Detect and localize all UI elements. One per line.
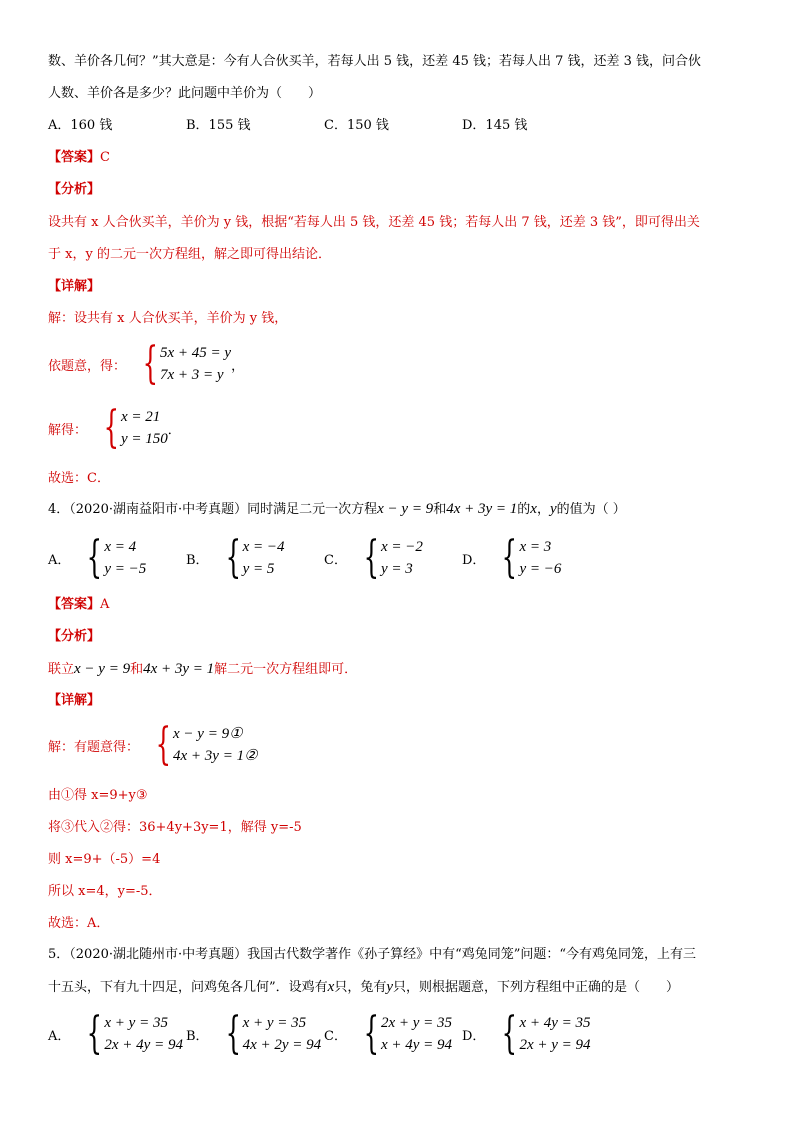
q5-stem-line1: 5．（2020·湖北随州市·中考真题）我国古代数学著作《孙子算经》中有“鸡兔同笼”问题：“今有鸡兔同笼，上有三 xyxy=(48,947,697,962)
q4-stem-mid1: 和 xyxy=(433,502,447,517)
q4-option-b xyxy=(186,532,285,583)
option-equations xyxy=(381,1012,452,1056)
equation: x = 3 xyxy=(519,539,552,555)
answer-value: C xyxy=(100,150,110,165)
q3-analysis-tag: 【分析】 xyxy=(48,182,101,197)
answer-tag: 【答案】 xyxy=(48,150,101,165)
answer-value: A xyxy=(100,597,110,612)
equation: 4x + 2y = 94 xyxy=(242,1037,322,1053)
punctuation: ． xyxy=(167,422,181,438)
left-brace: { xyxy=(363,532,379,583)
q3-option-d: D．145 钱 xyxy=(462,118,528,133)
equation: x + 4y = 94 xyxy=(380,1037,453,1053)
q4-eq-a: x − y = 9 xyxy=(377,501,434,517)
q4-var-y: y xyxy=(549,501,557,517)
q3-stem-line1: 数、羊价各几何？”其大意是：今有人合伙买羊，若每人出 5 钱，还差 45 钱；若每人出 7 钱，还差 3 钱，问合伙 xyxy=(48,54,702,69)
q5-line2-pre: 十五头，下有九十四足，问鸡兔各几何”．设鸡有 xyxy=(48,980,328,995)
equation: x + 4y = 35 xyxy=(519,1015,591,1031)
q5-option-b xyxy=(186,1008,322,1059)
left-brace: { xyxy=(142,338,159,389)
left-brace: { xyxy=(225,532,241,583)
q4-eq-b: 4x + 3y = 1 xyxy=(446,501,518,517)
equation: x = −4 xyxy=(242,539,285,555)
q3-option-a: A．160 钱 xyxy=(48,118,113,133)
equation: x + y = 35 xyxy=(242,1015,307,1031)
left-brace: { xyxy=(502,532,518,583)
option-label: A． xyxy=(48,1028,71,1044)
q4-stem-mid2: 的 xyxy=(517,502,531,517)
left-brace: { xyxy=(502,1008,518,1059)
q5-var-y: y xyxy=(386,979,394,995)
q5-line2-mid: 只，兔有 xyxy=(334,980,387,995)
option-label: C． xyxy=(324,1028,347,1044)
q5-stem-line2 xyxy=(48,977,679,998)
equation: 2x + 4y = 94 xyxy=(104,1037,183,1053)
q4-detail-tag: 【详解】 xyxy=(48,693,101,708)
q4-option-d xyxy=(462,532,562,583)
q3-detail-tag: 【详解】 xyxy=(48,279,101,294)
analysis-eq-b: 4x + 3y = 1 xyxy=(143,661,215,677)
left-brace: { xyxy=(363,1008,379,1059)
option-equations xyxy=(243,1012,322,1056)
equation: y = −5 xyxy=(104,561,147,577)
equation: 4x + 3y = 1② xyxy=(173,748,258,764)
option-label: A． xyxy=(48,552,71,568)
analysis-eq-a: x − y = 9 xyxy=(74,661,131,677)
q5-line2-post: 只，则根据题意，下列方程组中正确的是（ ） xyxy=(393,980,680,995)
q4-choose: 故选：A． xyxy=(48,916,110,931)
q3-system-label: 依题意，得： xyxy=(48,358,127,374)
equation: x − y = 9① xyxy=(173,726,243,742)
option-equations xyxy=(243,536,285,580)
equation: x = −2 xyxy=(380,539,423,555)
q3-system-equations xyxy=(160,342,231,386)
option-equations xyxy=(104,536,146,580)
q3-detail-line1: 解：设共有 x 人合伙买羊，羊价为 y 钱， xyxy=(48,311,288,326)
left-brace: { xyxy=(225,1008,241,1059)
q3-solution-label: 解得： xyxy=(48,422,88,438)
analysis-mid: 和 xyxy=(130,662,144,677)
q3-solution-equations xyxy=(121,406,168,450)
q3-choose: 故选：C． xyxy=(48,471,110,486)
option-equations xyxy=(519,1012,590,1056)
equation: 2x + y = 94 xyxy=(519,1037,591,1053)
q4-option-a xyxy=(48,532,147,583)
q3-stem-line2: 人数、羊价各是多少？此问题中羊价为（ ） xyxy=(48,86,322,101)
q5-var-x: x xyxy=(327,979,335,995)
q4-option-c xyxy=(324,532,423,583)
left-brace: { xyxy=(86,1008,103,1059)
equation: y = 5 xyxy=(242,561,275,577)
equation: 7x + 3 = y xyxy=(160,367,224,383)
option-equations xyxy=(381,536,423,580)
q4-detail-equations xyxy=(173,723,258,767)
left-brace: { xyxy=(86,532,103,583)
q4-var-x: x xyxy=(530,501,537,517)
equation: y = 3 xyxy=(380,561,413,577)
equation: 2x + y = 35 xyxy=(380,1015,453,1031)
option-label: C． xyxy=(324,552,347,568)
q4-stem-post: 的值为（ ） xyxy=(556,502,626,517)
q4-step1: 由①得 x=9+y③ xyxy=(48,788,148,803)
option-label: D． xyxy=(462,552,486,568)
q4-step3: 则 x=9+（-5）=4 xyxy=(48,852,161,867)
q3-solution-system xyxy=(48,402,185,453)
equation: y = 150 xyxy=(121,431,168,447)
q3-answer xyxy=(48,148,110,168)
q3-equation-system xyxy=(48,338,248,389)
q3-analysis-line2: 于 x，y 的二元一次方程组，解之即可得出结论． xyxy=(48,247,331,262)
q5-option-d xyxy=(462,1008,591,1059)
q4-stem xyxy=(48,499,626,520)
analysis-pre: 联立 xyxy=(48,662,75,677)
equation: y = −6 xyxy=(519,561,562,577)
q3-analysis-line1: 设共有 x 人合伙买羊，羊价为 y 钱，根据“若每人出 5 钱，还差 45 钱；若每人出 7 钱，还差 3 钱”，即可得出关 xyxy=(48,215,700,230)
option-equations xyxy=(519,536,561,580)
equation: x + y = 35 xyxy=(104,1015,168,1031)
q5-option-c xyxy=(324,1008,453,1059)
q4-step4: 所以 x=4，y=-5． xyxy=(48,884,162,899)
q4-analysis-line xyxy=(48,659,357,680)
option-label: B． xyxy=(186,1028,209,1044)
equation: x = 21 xyxy=(121,409,161,425)
answer-tag: 【答案】 xyxy=(48,597,101,612)
equation: 5x + 45 = y xyxy=(160,345,232,361)
q4-answer xyxy=(48,595,109,615)
q4-step2: 将③代入②得：36+4y+3y=1，解得 y=-5 xyxy=(48,820,302,835)
left-brace: { xyxy=(103,402,120,453)
q5-option-a xyxy=(48,1008,183,1059)
left-brace: { xyxy=(155,719,172,770)
q4-stem-pre: 4．（2020·湖南益阳市·中考真题）同时满足二元一次方程 xyxy=(48,502,378,517)
option-label: D． xyxy=(462,1028,486,1044)
analysis-post: 解二元一次方程组即可． xyxy=(214,662,358,677)
punctuation: ， xyxy=(231,358,245,374)
equation: x = 4 xyxy=(104,539,137,555)
q4-analysis-tag: 【分析】 xyxy=(48,629,101,644)
q4-detail-label: 解：有题意得： xyxy=(48,739,140,755)
option-label: B． xyxy=(186,552,209,568)
q4-stem-mid3: ， xyxy=(536,502,550,517)
q3-option-c: C．150 钱 xyxy=(324,118,389,133)
option-equations xyxy=(104,1012,183,1056)
q4-detail-system xyxy=(48,719,258,770)
q3-option-b: B．155 钱 xyxy=(186,118,251,133)
